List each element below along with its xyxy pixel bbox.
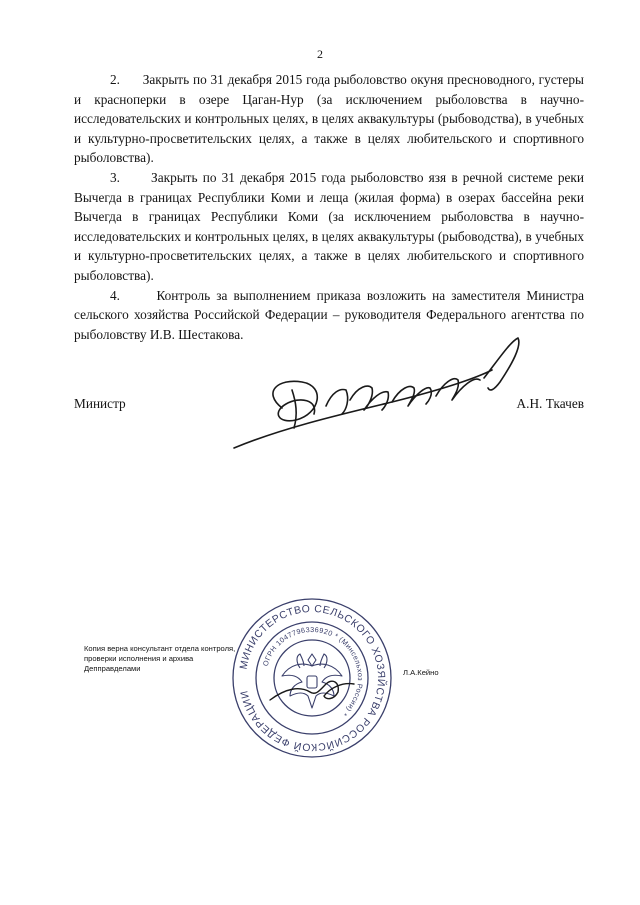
certification-line: Копия верна консультант отдела контроля,: [84, 644, 236, 653]
certification-note: [84, 644, 254, 675]
certifier-name: Л.А.Кейно: [403, 668, 439, 677]
paragraph-text: Закрыть по 31 декабря 2015 года рыболовство язя в речной системе реки Вычегда в границах Республики Коми и леща (жилая форма) в озерах бассейна реки Вычегда в границах Республики Коми (за исключением рыболовства в научно-исследовательских и контрольных целях, в целях аквакультуры (рыбоводства), в учебных и культурно-просветительских целях, а также в целях любительского и спортивного рыболовства).: [74, 169, 585, 283]
paragraph-2: [74, 70, 584, 168]
paragraph-3: [74, 168, 584, 286]
signatory-name: А.Н. Ткачев: [516, 396, 584, 411]
paragraph-text: Закрыть по 31 декабря 2015 года рыболовство окуня пресноводного, густеры и красноперки в озере Цаган-Нур (за исключением рыболовства в научно-исследовательских и контрольных целях, в целях аквакультуры (рыбоводства), в учебных и культурно-просветительских целях, а также в целях любительского и спортивного рыболовства).: [74, 72, 584, 166]
page-number: 2: [317, 47, 323, 61]
paragraph-text: Контроль за выполнением приказа возложить на заместителя Министра сельского хозяйства Российской Федерации – руководителя Федерального агентства по рыболовству И.В. Шестакова.: [74, 287, 584, 342]
paragraph-number: 3.: [110, 169, 120, 185]
seal-overlay-signature: [270, 681, 354, 700]
seal-outer-text: МИНИСТЕРСТВО СЕЛЬСКОГО ХОЗЯЙСТВА РОССИЙСКОЙ ФЕДЕРАЦИИ: [238, 603, 387, 753]
certification-line: проверки исполнения и архива: [84, 654, 194, 664]
handwritten-signature: [222, 330, 532, 460]
position-title: Министр: [74, 396, 126, 411]
seal-inner-text: ОГРН 1047796336920 * (Минсельхоз России) *: [260, 624, 366, 719]
order-body: [74, 70, 584, 344]
official-seal: [230, 596, 394, 760]
paragraph-number: 4.: [110, 287, 120, 303]
paragraph-number: 2.: [110, 72, 120, 87]
certification-line: Депправделами: [84, 664, 141, 674]
